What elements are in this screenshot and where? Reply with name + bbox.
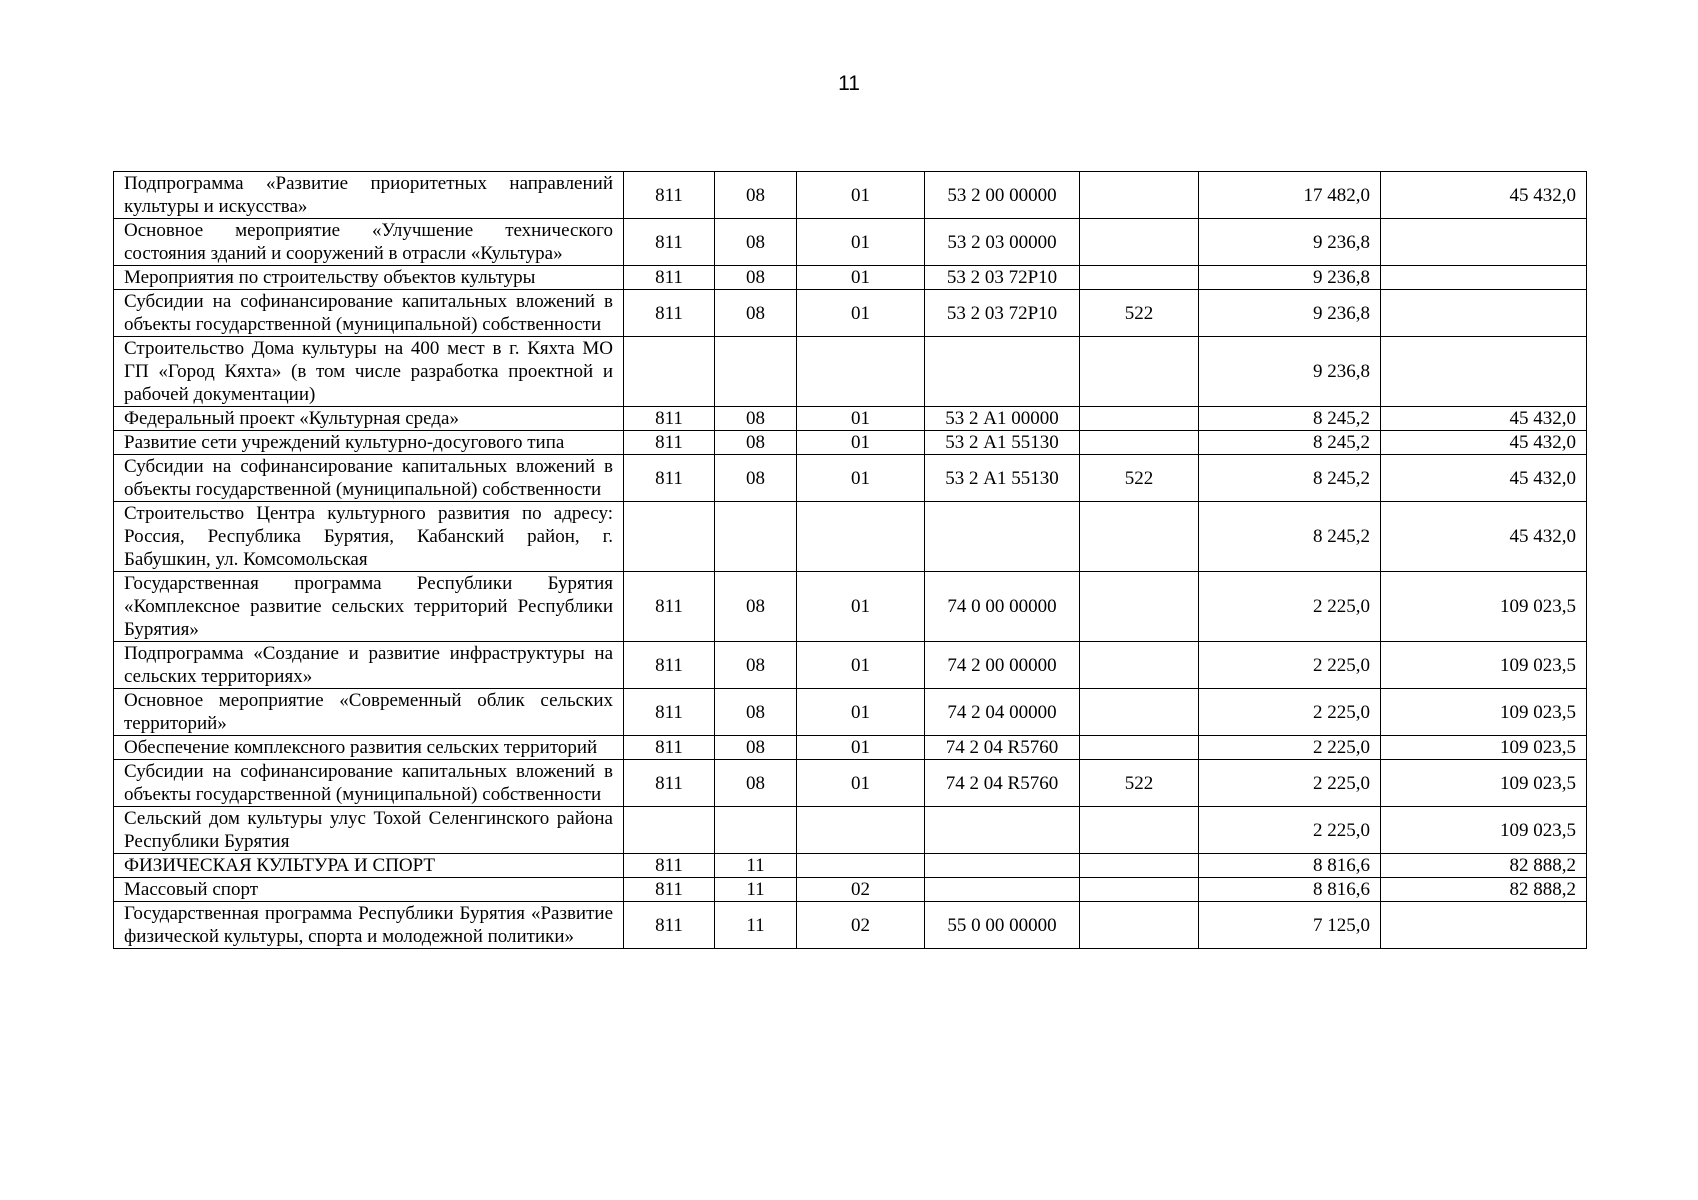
cell-section: [715, 807, 797, 854]
cell-expense-type: [1080, 807, 1199, 854]
cell-sum-1: 2 225,0: [1199, 642, 1381, 689]
cell-name: Массовый спорт: [114, 878, 624, 902]
cell-expense-type: [1080, 878, 1199, 902]
cell-target-code: 53 2 А1 55130: [925, 431, 1080, 455]
cell-expense-type: [1080, 431, 1199, 455]
cell-ministry-code: 811: [624, 760, 715, 807]
cell-sum-2: [1381, 337, 1587, 407]
cell-sum-2: 45 432,0: [1381, 172, 1587, 219]
cell-ministry-code: 811: [624, 407, 715, 431]
cell-expense-type: 522: [1080, 455, 1199, 502]
cell-section: 08: [715, 736, 797, 760]
cell-name: Развитие сети учреждений культурно-досугового типа: [114, 431, 624, 455]
cell-target-code: 53 2 А1 00000: [925, 407, 1080, 431]
cell-target-code: 53 2 А1 55130: [925, 455, 1080, 502]
cell-section: 08: [715, 760, 797, 807]
cell-name: Мероприятия по строительству объектов культуры: [114, 266, 624, 290]
cell-subsection: 01: [797, 219, 925, 266]
cell-name: Субсидии на софинансирование капитальных вложений в объекты государственной (муниципальной) собственности: [114, 290, 624, 337]
cell-section: 08: [715, 219, 797, 266]
cell-ministry-code: 811: [624, 455, 715, 502]
cell-sum-2: 109 023,5: [1381, 736, 1587, 760]
cell-sum-2: [1381, 266, 1587, 290]
cell-name: Основное мероприятие «Современный облик сельских территорий»: [114, 689, 624, 736]
cell-sum-2: 82 888,2: [1381, 854, 1587, 878]
cell-section: 08: [715, 572, 797, 642]
cell-section: 08: [715, 431, 797, 455]
table-row: [114, 431, 1587, 455]
table-row: [114, 854, 1587, 878]
cell-sum-1: 9 236,8: [1199, 290, 1381, 337]
cell-name: Субсидии на софинансирование капитальных вложений в объекты государственной (муниципальной) собственности: [114, 760, 624, 807]
budget-table: [113, 171, 1587, 949]
cell-section: 11: [715, 854, 797, 878]
cell-expense-type: [1080, 572, 1199, 642]
cell-sum-1: 2 225,0: [1199, 760, 1381, 807]
table-row: [114, 807, 1587, 854]
cell-section: 08: [715, 290, 797, 337]
cell-sum-2: 82 888,2: [1381, 878, 1587, 902]
cell-sum-1: 2 225,0: [1199, 807, 1381, 854]
cell-target-code: 53 2 03 00000: [925, 219, 1080, 266]
cell-expense-type: [1080, 266, 1199, 290]
cell-ministry-code: 811: [624, 854, 715, 878]
cell-subsection: 01: [797, 407, 925, 431]
cell-name: Государственная программа Республики Бурятия «Комплексное развитие сельских территорий Республики Бурятия»: [114, 572, 624, 642]
cell-expense-type: [1080, 219, 1199, 266]
cell-subsection: 01: [797, 642, 925, 689]
cell-sum-1: 7 125,0: [1199, 902, 1381, 949]
cell-ministry-code: [624, 337, 715, 407]
cell-target-code: 53 2 03 72Р10: [925, 290, 1080, 337]
cell-subsection: 01: [797, 172, 925, 219]
table-row: [114, 219, 1587, 266]
cell-expense-type: [1080, 854, 1199, 878]
cell-section: 11: [715, 902, 797, 949]
cell-expense-type: 522: [1080, 760, 1199, 807]
table-row: [114, 502, 1587, 572]
cell-ministry-code: [624, 807, 715, 854]
cell-subsection: 01: [797, 431, 925, 455]
cell-target-code: 74 2 04 R5760: [925, 760, 1080, 807]
cell-section: 11: [715, 878, 797, 902]
cell-expense-type: [1080, 689, 1199, 736]
cell-section: 08: [715, 172, 797, 219]
cell-ministry-code: 811: [624, 290, 715, 337]
cell-expense-type: [1080, 736, 1199, 760]
cell-sum-1: 8 245,2: [1199, 431, 1381, 455]
cell-target-code: [925, 878, 1080, 902]
cell-subsection: 02: [797, 902, 925, 949]
cell-section: [715, 337, 797, 407]
cell-section: 08: [715, 689, 797, 736]
cell-subsection: 01: [797, 572, 925, 642]
cell-ministry-code: 811: [624, 736, 715, 760]
table-row: [114, 642, 1587, 689]
cell-ministry-code: 811: [624, 878, 715, 902]
cell-ministry-code: 811: [624, 219, 715, 266]
cell-sum-1: 2 225,0: [1199, 572, 1381, 642]
cell-target-code: 55 0 00 00000: [925, 902, 1080, 949]
cell-sum-2: 45 432,0: [1381, 502, 1587, 572]
cell-target-code: [925, 807, 1080, 854]
cell-target-code: 74 2 04 R5760: [925, 736, 1080, 760]
cell-name: Строительство Дома культуры на 400 мест в г. Кяхта МО ГП «Город Кяхта» (в том числе разработка проектной и рабочей документации): [114, 337, 624, 407]
table-row: [114, 172, 1587, 219]
table-row: [114, 455, 1587, 502]
cell-section: 08: [715, 266, 797, 290]
cell-subsection: 01: [797, 689, 925, 736]
cell-target-code: [925, 502, 1080, 572]
cell-sum-2: [1381, 290, 1587, 337]
cell-name: Строительство Центра культурного развития по адресу: Россия, Республика Бурятия, Кабанский район, г. Бабушкин, ул. Комсомольская: [114, 502, 624, 572]
cell-subsection: 01: [797, 736, 925, 760]
cell-sum-2: 109 023,5: [1381, 807, 1587, 854]
cell-section: 08: [715, 407, 797, 431]
cell-subsection: 01: [797, 266, 925, 290]
cell-target-code: 53 2 03 72Р10: [925, 266, 1080, 290]
cell-sum-1: 17 482,0: [1199, 172, 1381, 219]
table-row: [114, 902, 1587, 949]
cell-subsection: [797, 807, 925, 854]
cell-sum-1: 2 225,0: [1199, 689, 1381, 736]
cell-ministry-code: [624, 502, 715, 572]
cell-section: 08: [715, 455, 797, 502]
cell-sum-2: 109 023,5: [1381, 760, 1587, 807]
cell-expense-type: [1080, 337, 1199, 407]
cell-sum-1: 9 236,8: [1199, 266, 1381, 290]
cell-sum-2: 45 432,0: [1381, 455, 1587, 502]
cell-subsection: [797, 854, 925, 878]
cell-ministry-code: 811: [624, 172, 715, 219]
table-row: [114, 878, 1587, 902]
cell-expense-type: 522: [1080, 290, 1199, 337]
cell-sum-1: 8 816,6: [1199, 854, 1381, 878]
cell-name: Подпрограмма «Создание и развитие инфраструктуры на сельских территориях»: [114, 642, 624, 689]
cell-expense-type: [1080, 172, 1199, 219]
cell-name: Государственная программа Республики Бурятия «Развитие физической культуры, спорта и молодежной политики»: [114, 902, 624, 949]
cell-name: Субсидии на софинансирование капитальных вложений в объекты государственной (муниципальной) собственности: [114, 455, 624, 502]
table-row: [114, 689, 1587, 736]
cell-ministry-code: 811: [624, 689, 715, 736]
cell-ministry-code: 811: [624, 642, 715, 689]
cell-section: [715, 502, 797, 572]
table-row: [114, 407, 1587, 431]
cell-expense-type: [1080, 902, 1199, 949]
cell-target-code: 74 0 00 00000: [925, 572, 1080, 642]
cell-sum-2: 45 432,0: [1381, 407, 1587, 431]
cell-name: Сельский дом культуры улус Тохой Селенгинского района Республики Бурятия: [114, 807, 624, 854]
cell-name: ФИЗИЧЕСКАЯ КУЛЬТУРА И СПОРТ: [114, 854, 624, 878]
cell-target-code: 74 2 00 00000: [925, 642, 1080, 689]
page-number: 11: [838, 72, 860, 95]
cell-target-code: 74 2 04 00000: [925, 689, 1080, 736]
cell-subsection: [797, 337, 925, 407]
cell-sum-1: 8 816,6: [1199, 878, 1381, 902]
cell-subsection: 01: [797, 455, 925, 502]
cell-ministry-code: 811: [624, 572, 715, 642]
table-row: [114, 266, 1587, 290]
cell-name: Подпрограмма «Развитие приоритетных направлений культуры и искусства»: [114, 172, 624, 219]
cell-target-code: [925, 337, 1080, 407]
cell-sum-2: [1381, 219, 1587, 266]
cell-ministry-code: 811: [624, 431, 715, 455]
cell-name: Обеспечение комплексного развития сельских территорий: [114, 736, 624, 760]
cell-sum-2: 109 023,5: [1381, 642, 1587, 689]
cell-sum-2: 109 023,5: [1381, 572, 1587, 642]
cell-sum-2: [1381, 902, 1587, 949]
cell-subsection: 01: [797, 760, 925, 807]
cell-target-code: 53 2 00 00000: [925, 172, 1080, 219]
cell-ministry-code: 811: [624, 266, 715, 290]
table-body: [114, 172, 1587, 949]
cell-expense-type: [1080, 407, 1199, 431]
cell-expense-type: [1080, 502, 1199, 572]
table-row: [114, 290, 1587, 337]
cell-section: 08: [715, 642, 797, 689]
cell-target-code: [925, 854, 1080, 878]
cell-sum-1: 2 225,0: [1199, 736, 1381, 760]
cell-name: Основное мероприятие «Улучшение технического состояния зданий и сооружений в отрасли «Культура»: [114, 219, 624, 266]
cell-sum-1: 9 236,8: [1199, 337, 1381, 407]
cell-name: Федеральный проект «Культурная среда»: [114, 407, 624, 431]
cell-expense-type: [1080, 642, 1199, 689]
cell-subsection: [797, 502, 925, 572]
cell-ministry-code: 811: [624, 902, 715, 949]
table-row: [114, 760, 1587, 807]
cell-sum-1: 8 245,2: [1199, 455, 1381, 502]
cell-sum-1: 8 245,2: [1199, 502, 1381, 572]
cell-subsection: 01: [797, 290, 925, 337]
cell-sum-2: 45 432,0: [1381, 431, 1587, 455]
cell-sum-2: 109 023,5: [1381, 689, 1587, 736]
table-row: [114, 572, 1587, 642]
cell-subsection: 02: [797, 878, 925, 902]
table-row: [114, 736, 1587, 760]
cell-sum-1: 9 236,8: [1199, 219, 1381, 266]
cell-sum-1: 8 245,2: [1199, 407, 1381, 431]
table-row: [114, 337, 1587, 407]
